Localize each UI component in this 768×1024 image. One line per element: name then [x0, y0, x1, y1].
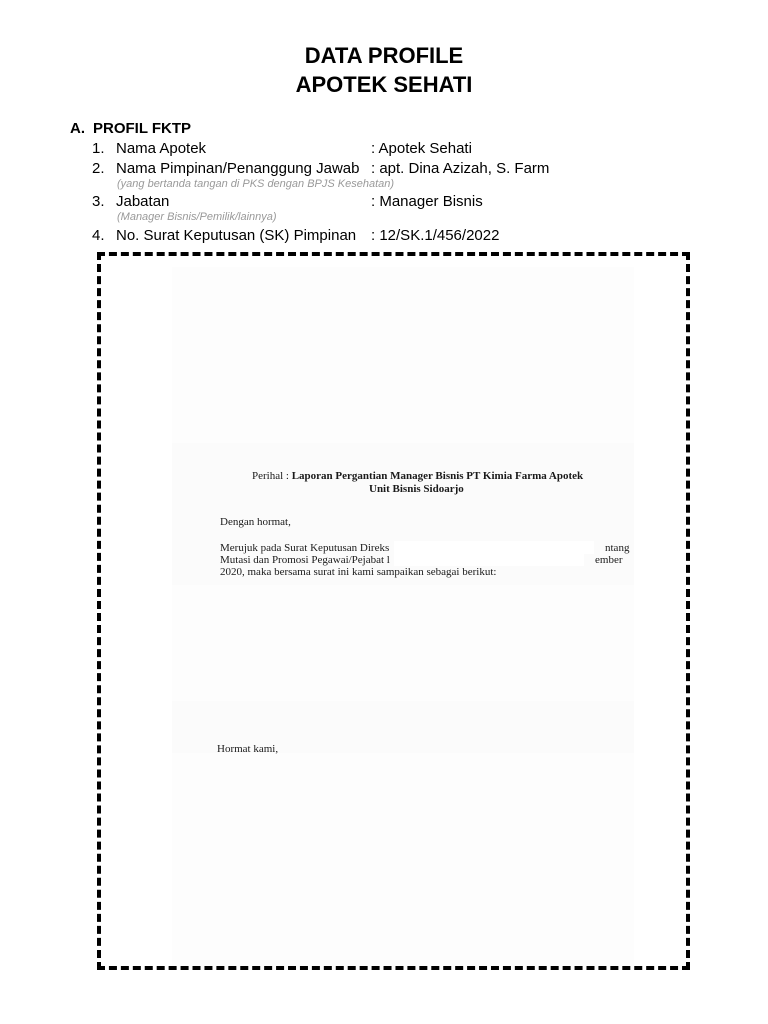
letter-body-line: Merujuk pada Surat Keputusan Direks: [220, 542, 390, 554]
perihal-label: Perihal :: [252, 470, 289, 482]
page-subtitle: APOTEK SEHATI: [295, 72, 473, 97]
field-label: Jabatan: [116, 193, 170, 210]
field-row-no-sk: [92, 226, 500, 246]
perihal-subject: Laporan Pergantian Manager Bisnis PT Kimia Farma Apotek: [291, 470, 584, 482]
page-title: DATA PROFILE: [304, 43, 464, 68]
letter-body-fragment: ntang: [605, 542, 630, 554]
field-number: 1.: [92, 140, 105, 157]
field-row-jabatan: [92, 192, 483, 212]
letter-body-fragment: ember: [595, 554, 623, 566]
field-number: 2.: [92, 160, 105, 177]
field-label: No. Surat Keputusan (SK) Pimpinan: [116, 227, 357, 244]
field-label: Nama Apotek: [116, 140, 207, 157]
field-number: 4.: [92, 227, 105, 244]
field-value: : Apotek Sehati: [371, 140, 472, 157]
letter-body-line: 2020, maka bersama surat ini kami sampaikan sebagai berikut:: [220, 566, 497, 578]
letter-body-line: Mutasi dan Promosi Pegawai/Pejabat l: [220, 554, 390, 566]
letter-unit: Unit Bisnis Sidoarjo: [369, 483, 464, 495]
section-heading: [70, 120, 191, 137]
hint-pimpinan: (yang bertanda tangan di PKS dengan BPJS Kesehatan): [117, 178, 395, 190]
hint-jabatan: (Manager Bisnis/Pemilik/lainnya): [117, 211, 277, 223]
field-number: 3.: [92, 193, 105, 210]
field-value: : apt. Dina Azizah, S. Farm: [371, 160, 550, 177]
section-title: PROFIL FKTP: [93, 120, 192, 137]
field-value: : 12/SK.1/456/2022: [371, 227, 500, 244]
letter-closing: Hormat kami,: [217, 743, 279, 755]
letter-greeting: Dengan hormat,: [220, 516, 291, 528]
field-row-nama-pimpinan: [92, 159, 550, 179]
field-label: Nama Pimpinan/Penanggung Jawab: [116, 160, 360, 177]
upload-frame: [97, 252, 690, 970]
field-row-nama-apotek: [92, 139, 472, 159]
section-letter: A.: [70, 120, 85, 137]
field-value: : Manager Bisnis: [371, 193, 483, 210]
